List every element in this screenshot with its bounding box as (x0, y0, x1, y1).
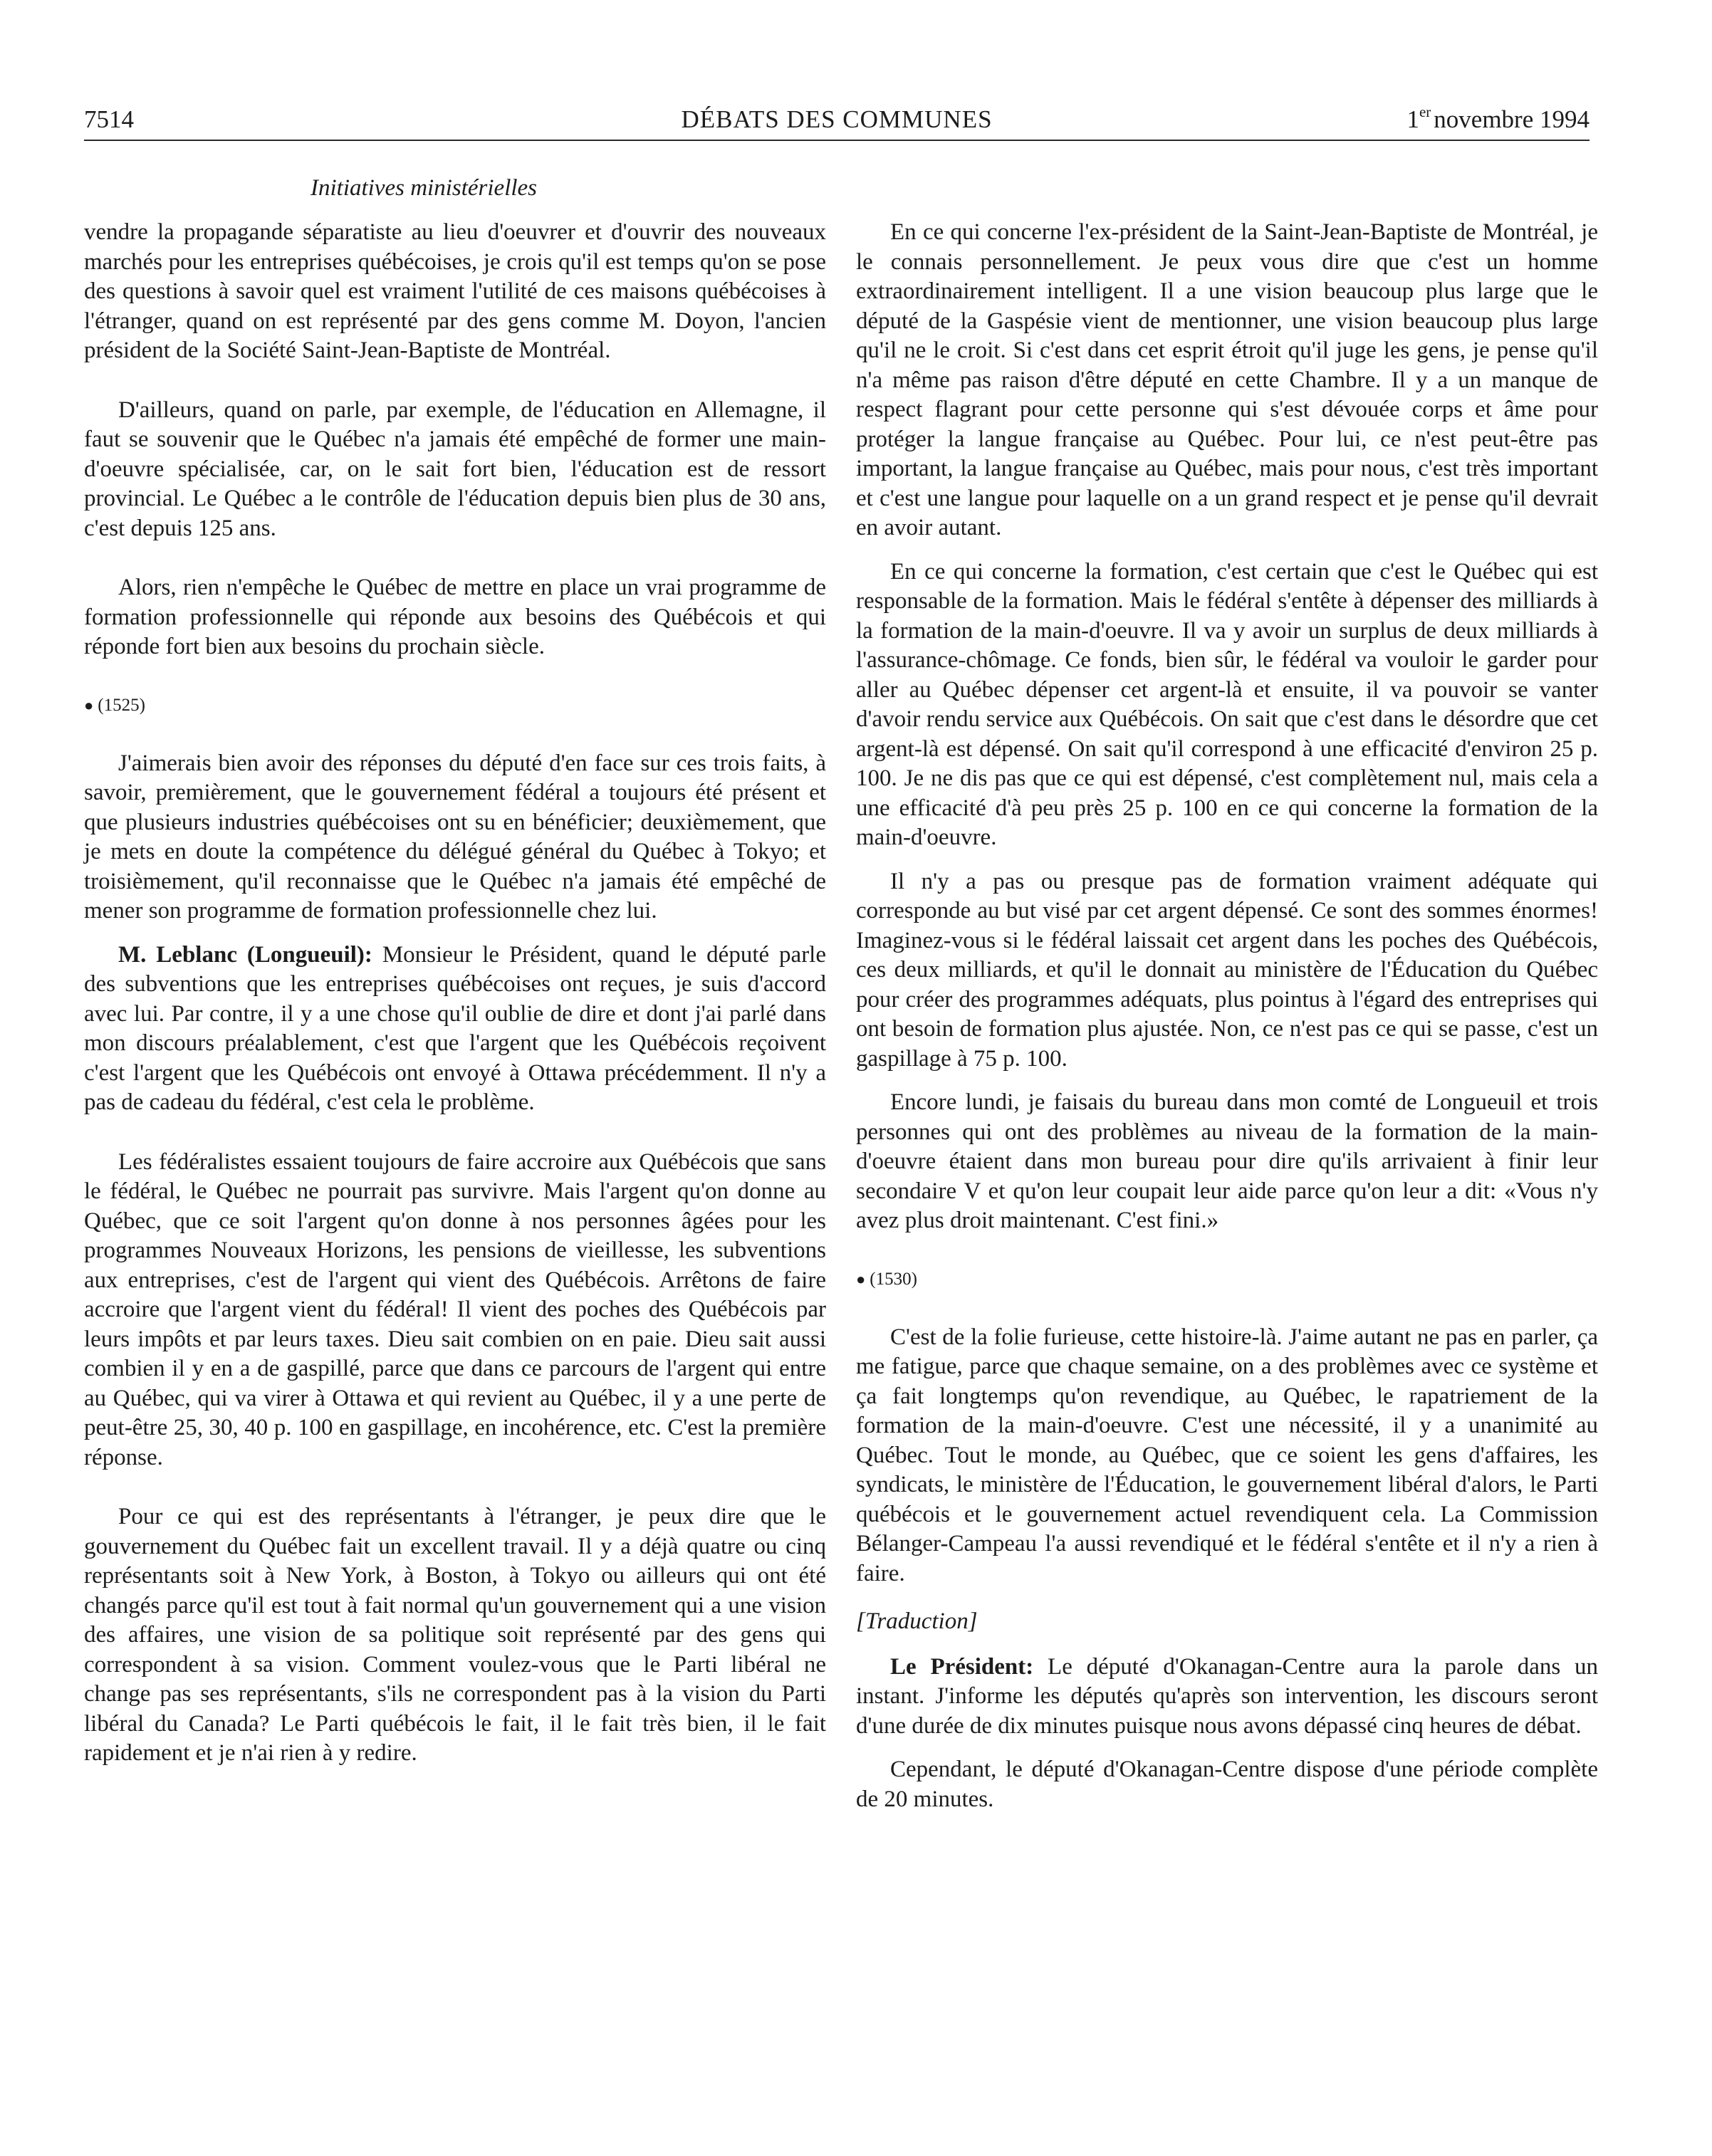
bullet-icon: ● (856, 1270, 866, 1288)
paragraph: Alors, rien n'empêche le Québec de mettre en place un vrai programme de formation professionnelle qui réponde aux besoins des Québécois et qui réponde fort bien aux besoins du prochain siècle. (84, 575, 826, 659)
bullet-icon: ● (84, 696, 94, 714)
translation-label: [Traduction] (856, 1608, 978, 1634)
speech-text: Le député d'Okanagan-Centre aura la parole dans un instant. J'informe les députés qu'après son intervention, les discours seront d'une durée de dix minutes puisque nous avons dépassé cinq heures de débat. (856, 1653, 1599, 1739)
paragraph: Il n'y a pas ou presque pas de formation vraiment adéquate qui corresponde au but visé par cet argent dépensé. Ce sont des sommes énormes! Imaginez-vous si le fédéral laissait cet argent dans les poches des Québécois, ces deux milliards, et qu'il le donnait au ministère de l'Éducation du Québec pour créer des programmes adéquats, plus pointus à l'égard des entreprises qui ont besoin de formation plus ajustée. Non, ce n'est pas ce qui se passe, c'est un gaspillage à 75 p. 100. (856, 868, 1598, 1072)
speech-paragraph (856, 1653, 1598, 1742)
paragraph: En ce qui concerne l'ex-président de la Saint-Jean-Baptiste de Montréal, je le connais personnellement. Je peux vous dire que c'est un homme extraordinairement intelligent. Il a une vision beaucoup plus large que le député de la Gaspésie vient de mentionner, une vision beaucoup plus large qu'il ne le croit. Si c'est dans cet esprit étroit qu'il juge les gens, je pense qu'il n'a même pas raison d'être député en cette Chambre. Il y a un manque de respect flagrant pour cette personne qui s'est dévouée corps et âme pour protéger la langue française au Québec. Pour lui, ce n'est peut-être pas important, la langue française au Québec, mais pour nous, c'est très important et c'est une langue pour laquelle on a un grand respect et je pense qu'il devrait en avoir autant. (856, 219, 1598, 540)
timestamp-text: (1525) (98, 695, 145, 715)
timestamp (84, 692, 826, 719)
timestamp-text: (1530) (870, 1269, 917, 1289)
page-header (84, 100, 1590, 141)
date-day: 1 (1406, 105, 1419, 133)
paragraph: J'aimerais bien avoir des réponses du député d'en face sur ces trois faits, à savoir, premièrement, que le gouvernement fédéral a toujours été présent et que plusieurs industries québécoises ont su en bénéficier; deuxièmement, que je mets en doute la compétence du délégué général du Québec à Tokyo; et troisièmement, qu'il reconnaisse que le Québec n'a jamais été empêché de mener son programme de formation professionnelle chez lui. (84, 750, 826, 923)
paragraph: D'ailleurs, quand on parle, par exemple, de l'éducation en Allemagne, il faut se souvenir que le Québec n'a jamais été empêché de former une main-d'oeuvre spécialisée, car, on le sait fort bien, l'éducation est de ressort provincial. Le Québec a le contrôle de l'éducation depuis bien plus de 30 ans, c'est depuis 125 ans. (84, 397, 826, 541)
paragraph: Cependant, le député d'Okanagan-Centre dispose d'une période complète de 20 minutes. (856, 1757, 1598, 1812)
page-number: 7514 (84, 105, 134, 133)
speaker-name: M. Leblanc (Longueuil): (118, 941, 372, 968)
paragraph: Les fédéralistes essaient toujours de faire accroire aux Québécois que sans le fédéral, le Québec ne pourrait pas survivre. Mais l'argent qu'on donne au Québec, que ce soit l'argent qu'on donne à nos personnes âgées pour les programmes Nouveaux Horizons, les pensions de vieillesse, les subventions aux entreprises, c'est de l'argent qui vient des Québécois. Arrêtons de faire accroire que l'argent vient du fédéral! Il vient des poches des Québécois par leurs impôts et par leurs taxes. Dieu sait combien on en paie. Dieu sait aussi combien il y en a de gaspillé, parce que dans ce parcours de l'argent qui entre au Québec, qui va virer à Ottawa et qui revient au Québec, il y a une perte de peut-être 25, 30, 40 p. 100 en gaspillage, en incohérence, etc. C'est la première réponse. (84, 1148, 826, 1470)
paragraph: Encore lundi, je faisais du bureau dans mon comté de Longueuil et trois personnes qui ont des problèmes au niveau de la formation de la main-d'oeuvre étaient dans mon bureau pour dire qu'ils arrivaient à finir leur secondaire V et qu'on leur coupait leur aide parce qu'on leur a dit: «Vous n'y avez plus droit maintenant. C'est fini.» (856, 1089, 1598, 1233)
journal-title: DÉBATS DES COMMUNES (681, 105, 993, 133)
date-ordinal: er (1419, 103, 1431, 120)
paragraph: vendre la propagande séparatiste au lieu d'oeuvrer et d'ouvrir des nouveaux marchés pour les entreprises québécoises, je crois qu'il est temps qu'on se pose des questions à savoir quel est vraiment l'utilité de ces maisons québécoises à l'étranger, quand on est représenté par des gens comme M. Doyon, l'ancien président de la Société Saint-Jean-Baptiste de Montréal. (84, 219, 826, 363)
paragraph: Pour ce qui est des représentants à l'étranger, je peux dire que le gouvernement du Québec fait un excellent travail. Il y a déjà quatre ou cinq représentants soit à New York, à Boston, à Tokyo ou ailleurs qui ont été changés parce qu'il est tout à fait normal qu'un gouvernement qui a une vision des affaires, une vision de sa politique soit représenté par des gens qui correspondent à sa vision. Comment voulez-vous que le Parti libéral ne change pas ses représentants, s'ils ne correspondent pas à la vision du Parti libéral du Canada? Le Parti québécois le fait, il le fait très bien, il le fait rapidement et je n'ai rien à y redire. (84, 1504, 826, 1766)
paragraph: C'est de la folie furieuse, cette histoire-là. J'aime autant ne pas en parler, ça me fatigue, parce que chaque semaine, on a des problèmes avec ce système et ça fait longtemps qu'on revendique, au Québec, le rapatriement de la formation de la main-d'oeuvre. C'est une nécessité, il y a unanimité au Québec. Tout le monde, au Québec, que ce soient les gens d'affaires, les syndicats, le ministère de l'Éducation, le gouvernement libéral d'alors, le Parti québécois et le gouvernement actuel revendiquent cela. La Commission Bélanger-Campeau l'a aussi revendiqué et le fédéral s'entête et il n'y a rien à faire. (856, 1324, 1598, 1586)
right-column (856, 218, 1598, 1828)
timestamp (856, 1266, 1598, 1293)
speech-text: Monsieur le Président, quand le député parle des subventions que les entreprises québécoises ont reçues, je suis d'accord avec lui. Par contre, il y a une chose qu'il oublie de dire et dont j'ai parlé dans mon discours préalablement, c'est que l'argent que les Québécois reçoivent c'est l'argent que les Québécois ont envoyé à Ottawa précédemment. Il n'y a pas de cadeau du fédéral, c'est cela le problème. (84, 941, 827, 1115)
paragraph: En ce qui concerne la formation, c'est certain que c'est le Québec qui est responsable de la formation. Mais le fédéral s'entête à dépenser des milliards à la formation de la main-d'oeuvre. Il va y avoir un surplus de deux milliards à l'assurance-chômage. Ce fonds, bien sûr, le fédéral va vouloir le garder pour aller au Québec dépenser cet argent-là et ensuite, il va pouvoir se vanter d'avoir rendu service aux Québécois. On sait que c'est dans le désordre que cet argent-là est dépensé. On sait qu'il correspond à une efficacité d'environ 25 p. 100. Je ne dis pas que ce qui est dépensé, c'est complètement nul, mais cela a une efficacité d'à peu près 25 p. 100 en ce qui concerne la formation de la main-d'oeuvre. (856, 558, 1598, 850)
section-title: Initiatives ministérielles (310, 175, 538, 201)
speech-paragraph (84, 941, 826, 1118)
speaker-name: Le Président: (890, 1653, 1034, 1680)
left-column (84, 218, 826, 1783)
date-month-year: novembre 1994 (1434, 105, 1590, 133)
header-date (1406, 100, 1590, 140)
